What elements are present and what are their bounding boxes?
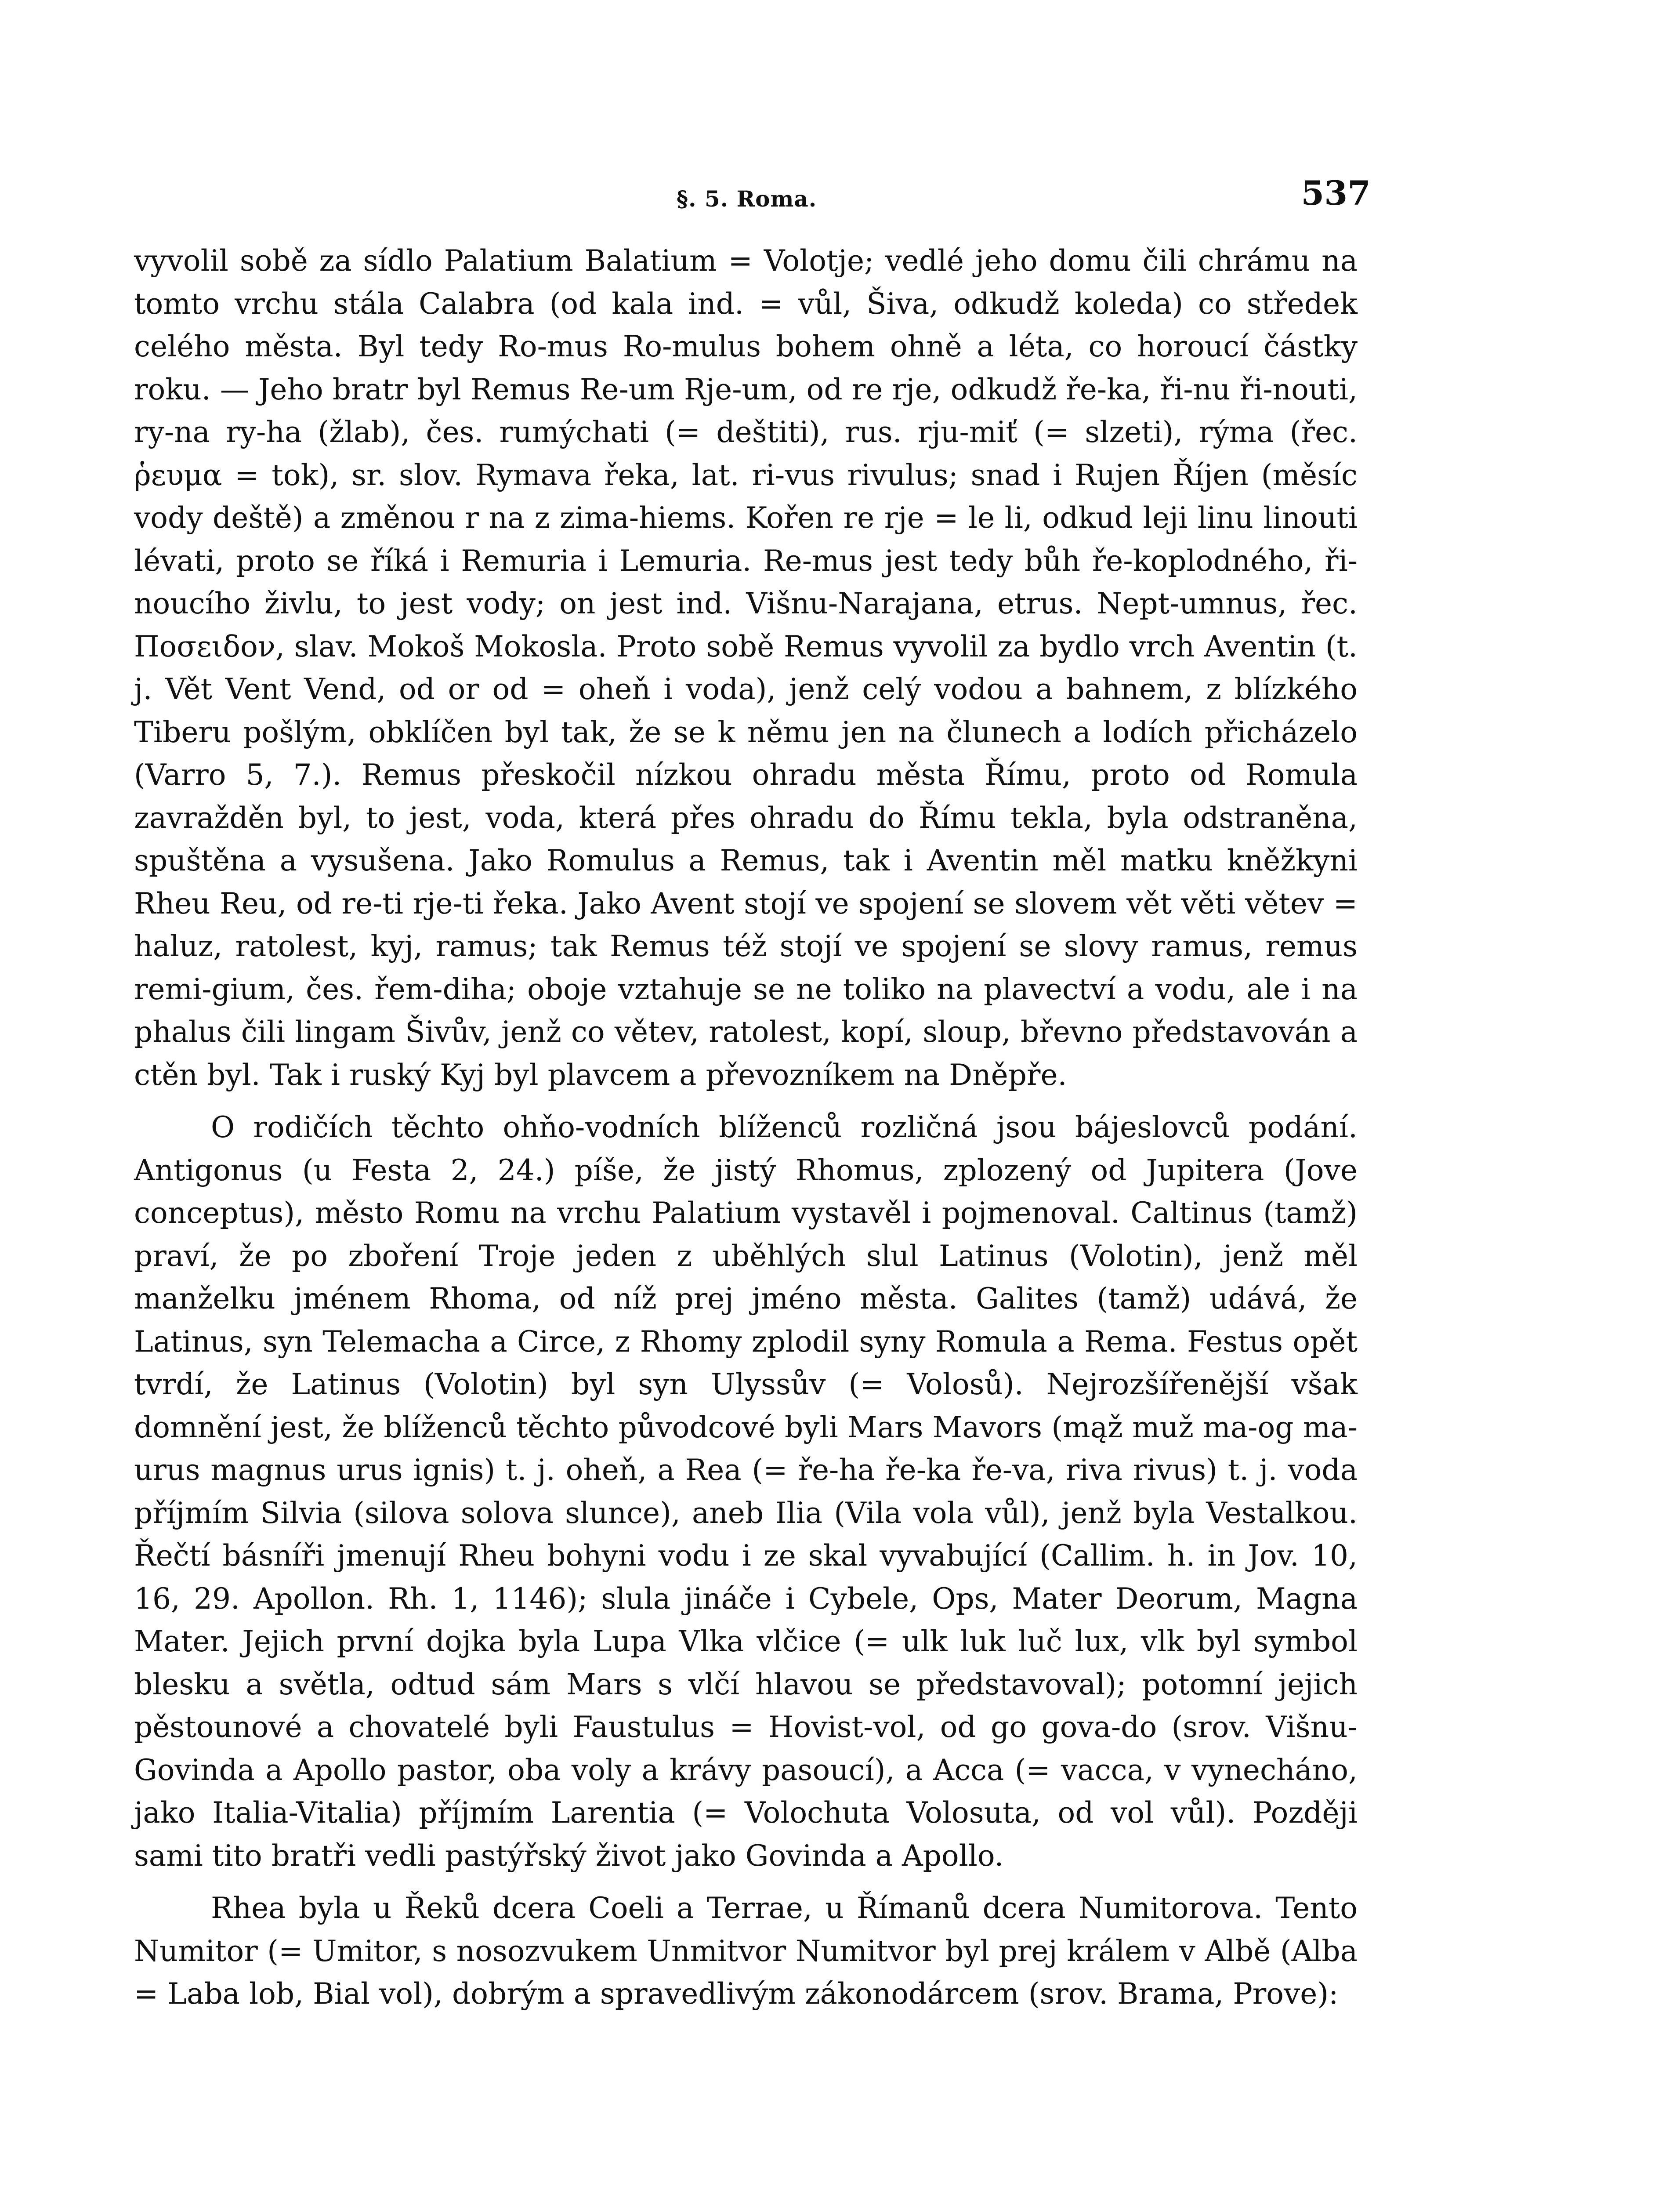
paragraph-2: O rodičích těchto ohňo-vodních blíženců rozličná jsou bájeslovců podání. Antigonus (u Festa 2, 24.) píše, že jistý Rhomus, zplozený od Jupitera (Jove conceptus), město Romu na vrchu Palatium vystavěl i pojmenoval. Caltinus (tamž) praví, že po zboření Troje jeden z uběhlých slul Latinus (Volotin), jenž měl manželku jménem Rhoma, od níž prej jméno města. Galites (tamž) udává, že Latinus, syn Telemacha a Circe, z Rhomy zplodil syny Romula a Rema. Festus opět tvrdí, že Latinus (Volotin) byl syn Ulyssův (= Volosů). Nejrozšířenější však domnění jest, že blíženců těchto původcové byli Mars Mavors (mąž muž ma-og ma-urus magnus urus ignis) t. j. oheň, a Rea (= ře-ha ře-ka ře-va, riva rivus) t. j. voda příjmím Silvia (silova solova slunce), aneb Ilia (Vila vola vůl), jenž byla Vestalkou. Řečtí básníři jmenují Rheu bohyni vodu i ze skal vyvabující (Callim. h. in Jov. 10, 16, 29. Apollon. Rh. 1, 1146); slula jináče i Cybele, Ops, Mater Deorum, Magna Mater. Jejich první dojka byla Lupa Vlka vlčice (= ulk luk luč lux, vlk byl symbol blesku a světla, odtud sám Mars s vlčí hlavou se představoval); potomní jejich pěstounové a chovatelé byli Faustulus = Hovist-vol, od go gova-do (srov. Višnu-Govinda a Apollo pastor, oba voly a krávy pasoucí), a Acca (= vacca, v vynecháno, jako Italia-Vitalia) příjmím Larentia (= Volochuta Volosuta, od vol vůl). Později sami tito bratři vedli pastýřský život jako Govinda a Apollo. (134, 1110, 1358, 1873)
page-number: 537 (1301, 174, 1371, 213)
paragraph-1: vyvolil sobě za sídlo Palatium Balatium = Volotje; vedlé jeho domu čili chrámu na tomto vrchu stála Calabra (od kala ind. = vůl, Šiva, odkudž koleda) co středek celého města. Byl tedy Ro-mus Ro-mulus bohem ohně a léta, co horoucí částky roku. — Jeho bratr byl Remus Re-um Rje-um, od re rje, odkudž ře-ka, ři-nu ři-nouti, ry-na ry-ha (žlab), čes. rumýchati (= deštiti), rus. rju-miť (= slzeti), rýma (řec. ῥευμα = tok), sr. slov. Rymava řeka, lat. ri-vus rivulus; snad i Rujen Říjen (měsíc vody deště) a změnou r na z zima-hiems. Kořen re rje = le li, odkud leji linu linouti lévati, proto se říká i Remuria i Lemuria. Re-mus jest tedy bůh ře-koplodného, ři-noucího živlu, to jest vody; on jest ind. Višnu-Narajana, etrus. Nept-umnus, řec. Ποσειδον, slav. Mokoš Mokosla. Proto sobě Remus vyvolil za bydlo vrch Aventin (t. j. Vět Vent Vend, od or od = oheň i voda), jenž celý vodou a bahnem, z blízkého Tiberu pošlým, obklíčen byl tak, že se k němu jen na člunech a lodích přicházelo (Varro 5, 7.). Remus přeskočil nízkou ohradu města Římu, proto od Romula zavražděn byl, to jest, voda, která přes ohradu do Římu tekla, byla odstraněna, spuštěna a vysušena. Jako Romulus a Remus, tak i Aventin měl matku kněžkyni Rheu Reu, od re-ti rje-ti řeka. Jako Avent stojí ve spojení se slovem vět věti větev = haluz, ratolest, kyj, ramus; tak Remus též stojí ve spojení se slovy ramus, remus remi-gium, čes. řem-diha; oboje vztahuje se ne toliko na plavectví a vodu, ale i na phalus čili lingam Šivův, jenž co větev, ratolest, kopí, sloup, břevno představován a ctěn byl. Tak i ruský Kyj byl plavcem a převozníkem na Dněpře. (134, 244, 1358, 1092)
paragraph-3: Rhea byla u Řeků dcera Coeli a Terrae, u Římanů dcera Numitorova. Tento Numitor (= Umitor, s nosozvukem Unmitvor Numitvor byl prej králem v Albě (Alba = Laba lob, Bial vol), dobrým a spravedlivým zákonodárcem (srov. Brama, Prove): (134, 1891, 1358, 2011)
running-head (134, 174, 1371, 222)
body-text (134, 239, 1358, 2016)
section-title: §. 5. Roma. (677, 186, 817, 212)
document-page (134, 174, 1371, 2025)
